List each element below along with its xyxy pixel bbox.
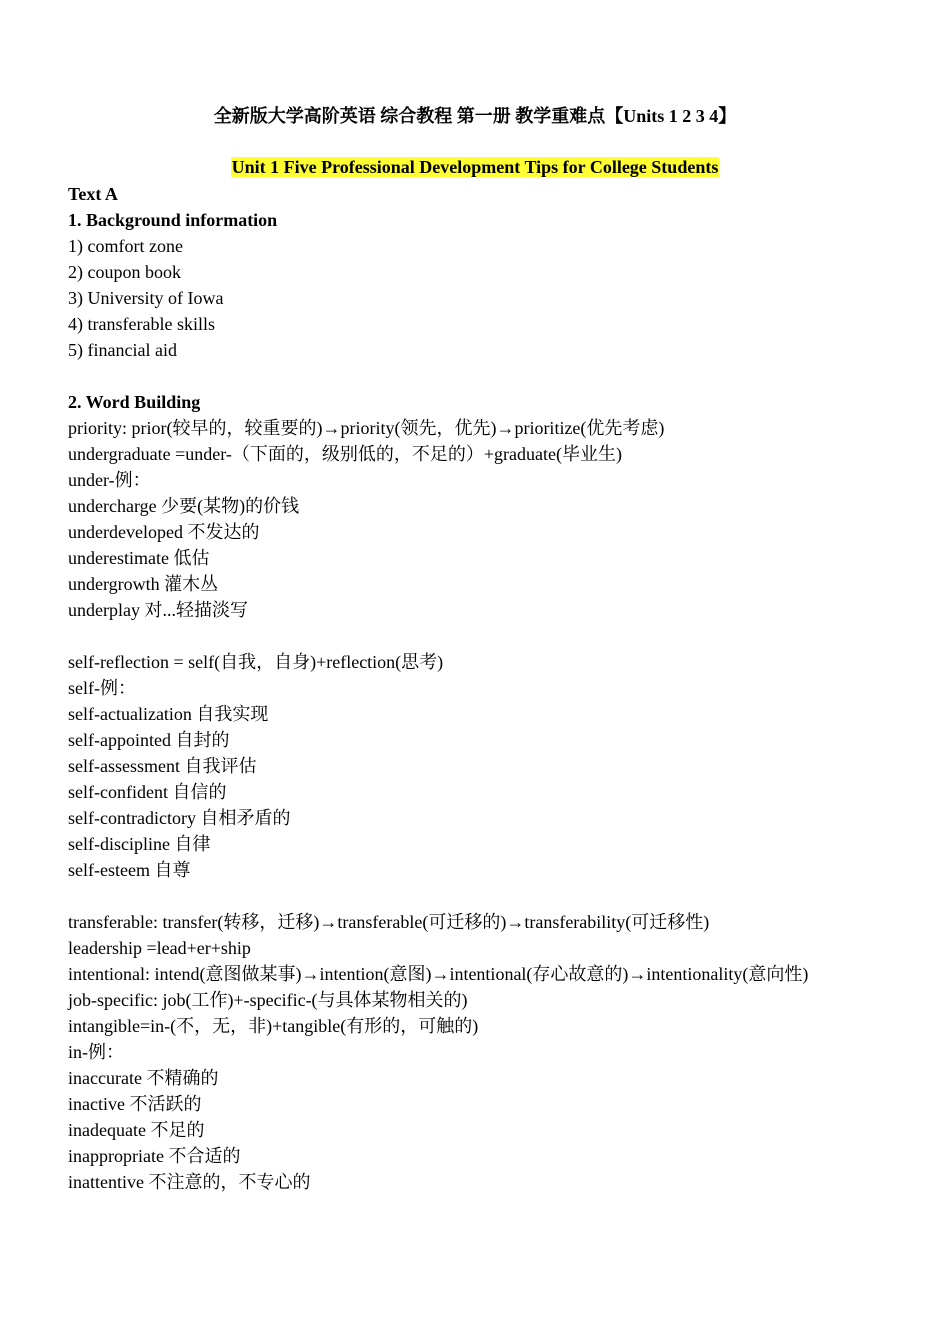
word-entry: undercharge 少要(某物)的价钱 [68,496,300,516]
word-entry: underdeveloped 不发达的 [68,522,260,542]
word-building-heading: 2. Word Building [68,392,201,412]
word-entry: self-assessment 自我评估 [68,756,257,776]
background-item: 5) financial aid [68,340,177,360]
word-entry: leadership =lead+er+ship [68,938,251,958]
word-entry: undergraduate =under-（下面的，级别低的，不足的）+graduate(毕业生) [68,444,622,464]
word-entry: intangible=in-(不，无，非)+tangible(有形的，可触的) [68,1016,479,1036]
background-item: 3) University of Iowa [68,288,224,308]
word-entry: self-contradictory 自相矛盾的 [68,808,291,828]
word-entry: inattentive 不注意的，不专心的 [68,1172,311,1192]
word-entry: inaccurate 不精确的 [68,1068,219,1088]
blank-line [68,623,928,649]
word-entry: undergrowth 灌木丛 [68,574,219,594]
blank-line [68,883,928,909]
document-title: 全新版大学高阶英语 综合教程 第一册 教学重难点【Units 1 2 3 4】 [213,106,737,126]
word-entry: self-reflection = self(自我，自身)+reflection(思考) [68,652,444,672]
text-label: Text A [68,184,118,204]
unit-heading: Unit 1 Five Professional Development Tips for College Students [231,157,719,177]
background-item: 1) comfort zone [68,236,183,256]
word-entry: self-discipline 自律 [68,834,211,854]
background-heading: 1. Background information [68,210,278,230]
blank-line [68,363,928,389]
word-entry: underestimate 低估 [68,548,210,568]
background-item: 4) transferable skills [68,314,215,334]
word-entry: self-esteem 自尊 [68,860,191,880]
document-body [68,181,928,1195]
word-entry: self-例： [68,678,136,698]
word-entry: inappropriate 不合适的 [68,1146,241,1166]
background-item: 2) coupon book [68,262,181,282]
word-entry: priority: prior(较早的，较重要的)→priority(领先，优先)→prioritize(优先考虑) [68,418,665,438]
word-entry: self-confident 自信的 [68,782,227,802]
word-entry: transferable: transfer(转移，迁移)→transferable(可迁移的)→transferability(可迁移性) [68,912,710,932]
word-entry: underplay 对...轻描淡写 [68,600,248,620]
word-entry: intentional: intend(意图做某事)→intention(意图)→intentional(存心故意的)→intentionality(意向性) [68,964,809,984]
word-entry: in-例： [68,1042,124,1062]
word-entry: self-actualization 自我实现 [68,704,269,724]
word-entry: under-例： [68,470,151,490]
word-entry: self-appointed 自封的 [68,730,230,750]
word-entry: job-specific: job(工作)+-specific-(与具体某物相关的) [68,990,468,1010]
word-entry: inactive 不活跃的 [68,1094,202,1114]
word-entry: inadequate 不足的 [68,1120,205,1140]
unit-heading-line [0,155,950,181]
